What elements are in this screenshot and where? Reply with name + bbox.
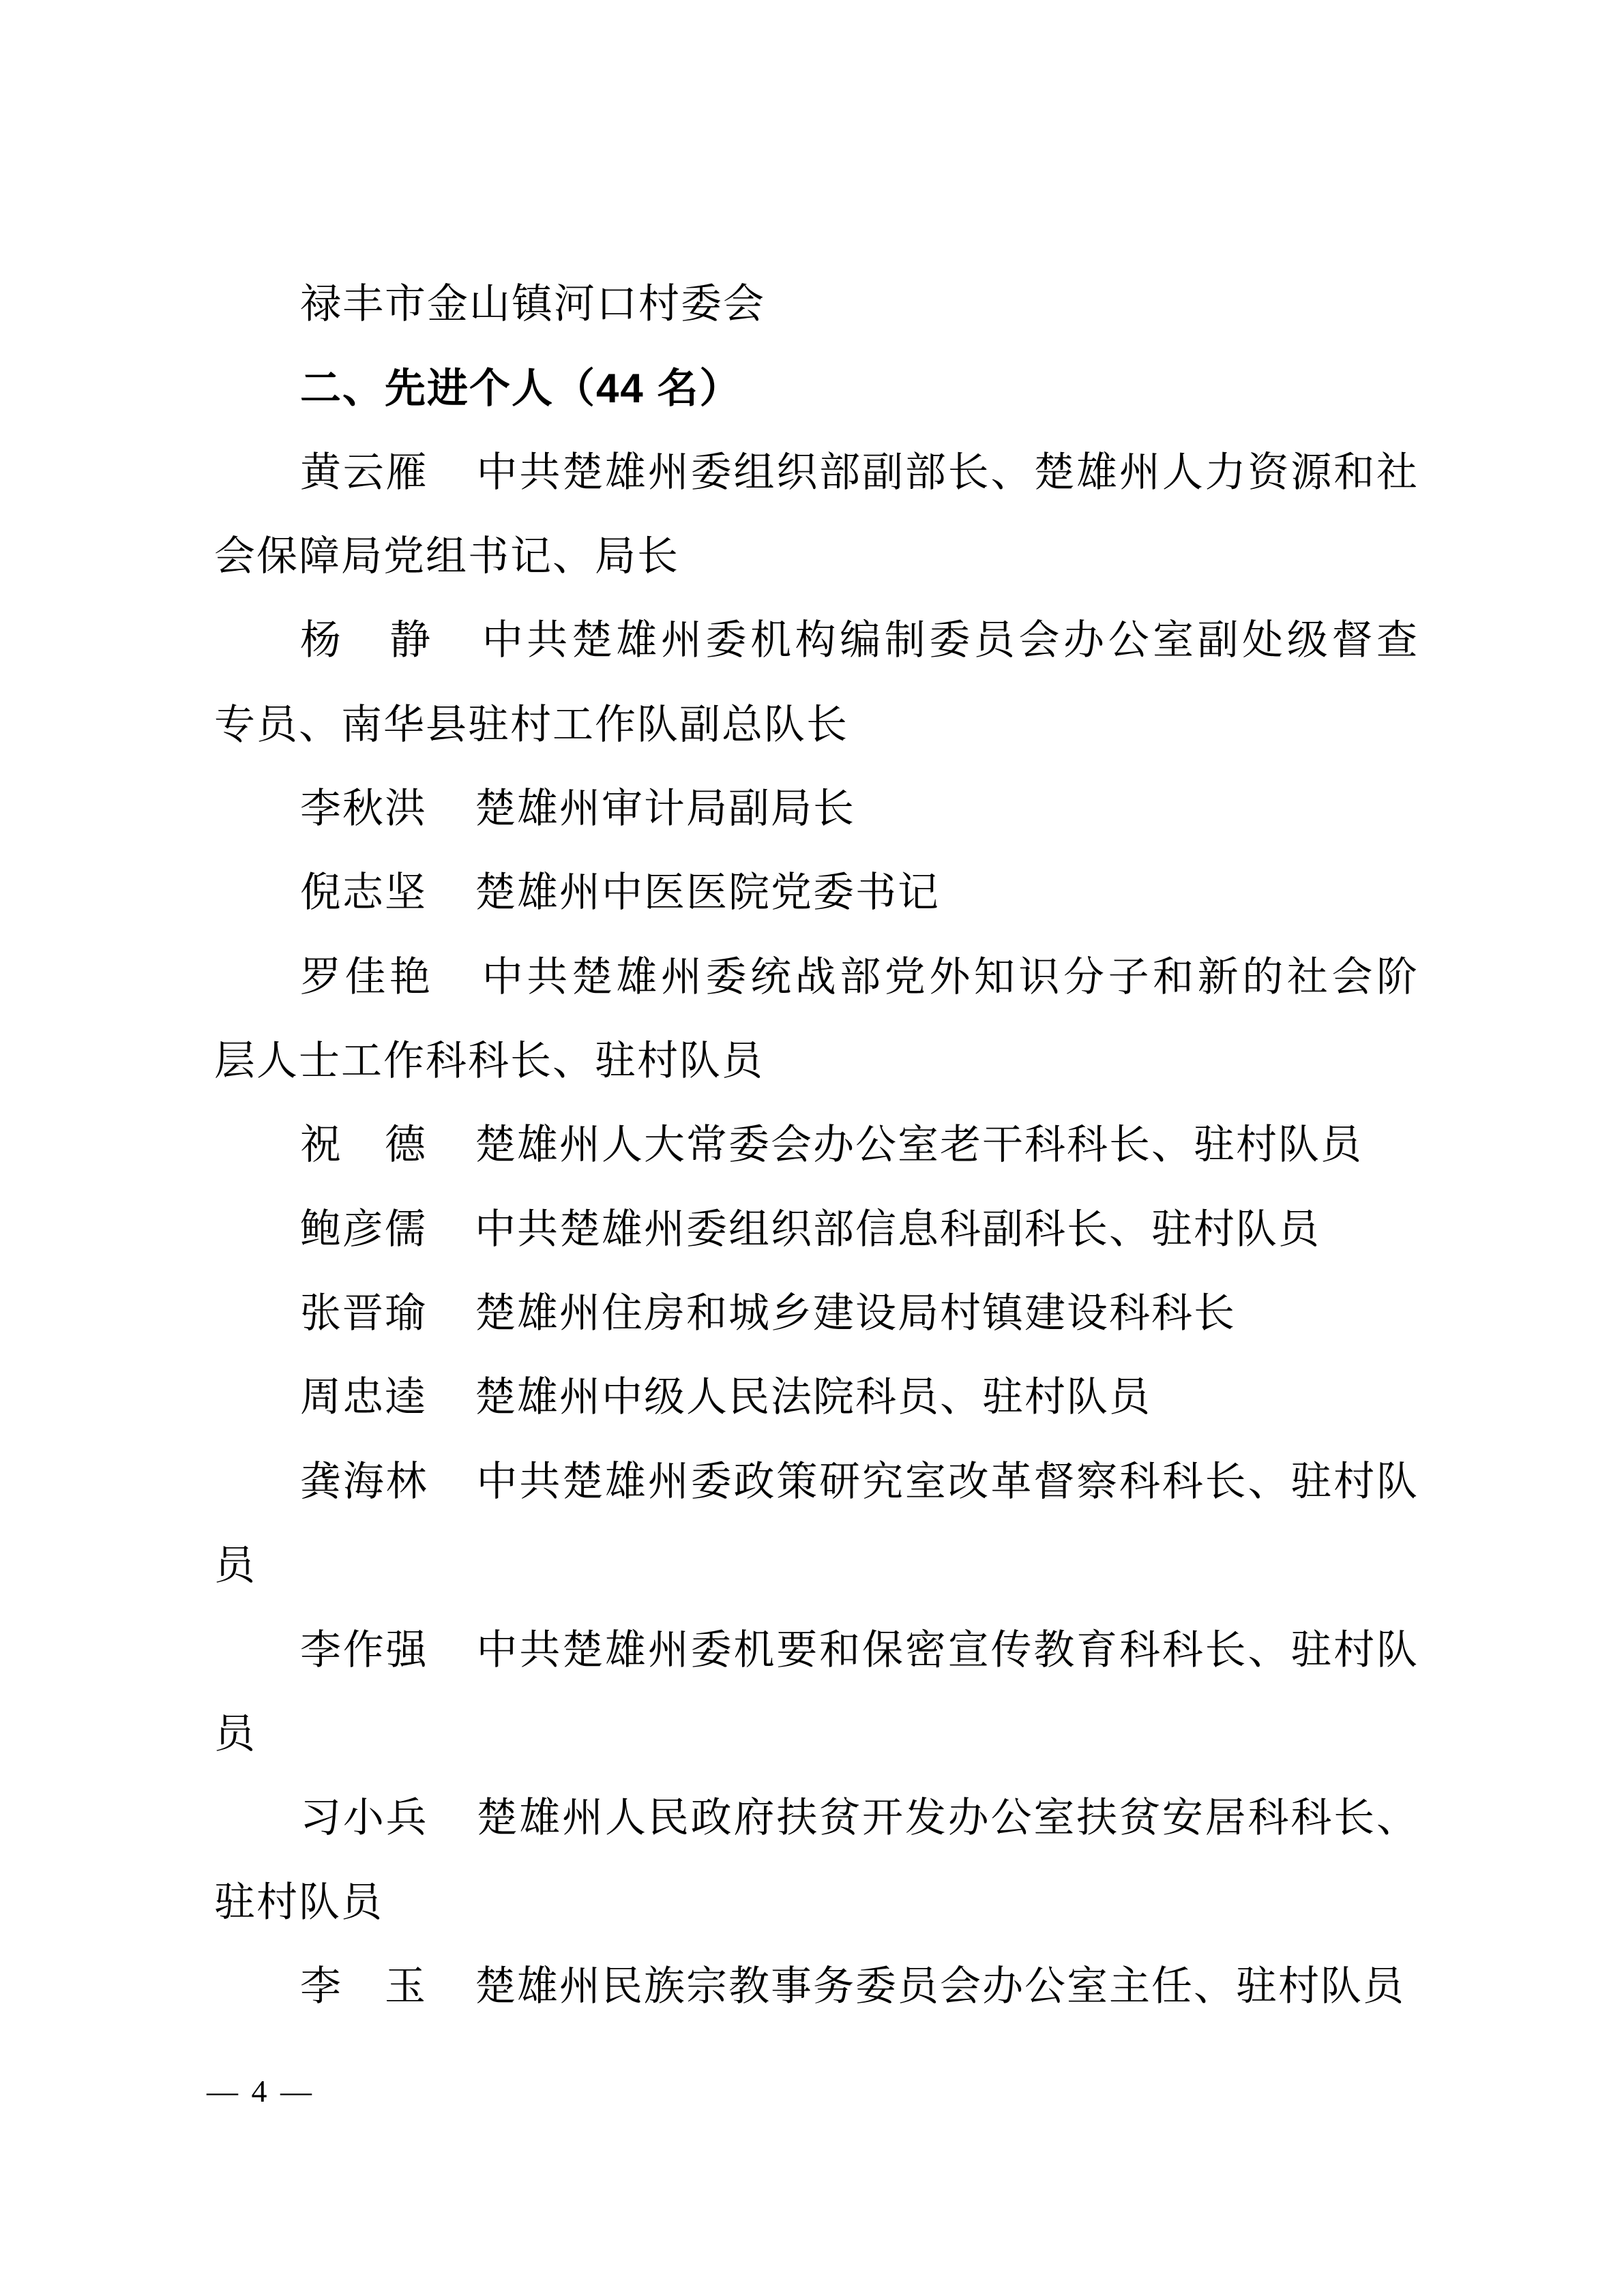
entry-row [214, 1440, 1419, 1609]
entry-line [214, 431, 1419, 515]
entry-line [214, 515, 1419, 599]
person-name: 黄云雁 [300, 449, 429, 495]
person-title-line: 中共楚雄州委组织部信息科副科长、驻村队员 [475, 1206, 1320, 1252]
entry-row [214, 1103, 1419, 1187]
entry-line [214, 1440, 1419, 1524]
entry-row [214, 851, 1419, 935]
entry-row [214, 1776, 1419, 1945]
person-name: 杨 静 [300, 618, 434, 664]
entry-line [214, 1188, 1419, 1272]
person-title-line: 驻村队员 [214, 1879, 383, 1925]
entry-row [214, 431, 1419, 599]
entry-row [214, 599, 1419, 767]
entry-line [214, 1861, 1419, 1945]
person-title-line: 中共楚雄州委机要和保密宣传教育科科长、驻村队 [476, 1627, 1419, 1673]
entry-line [214, 1609, 1419, 1693]
person-name: 祝 德 [300, 1122, 427, 1168]
person-name: 龚海林 [300, 1459, 429, 1504]
person-title-line: 楚雄州人民政府扶贫开发办公室扶贫安居科科长、 [476, 1795, 1419, 1841]
entry-line [214, 1356, 1419, 1440]
person-title-line: 员 [214, 1543, 256, 1589]
person-name: 李 玉 [300, 1963, 427, 2009]
person-name: 李秋洪 [300, 786, 427, 832]
person-name: 习小兵 [300, 1795, 429, 1841]
entry-line [214, 767, 1419, 851]
person-title-line: 楚雄州住房和城乡建设局村镇建设科科长 [475, 1291, 1236, 1337]
entry-line [214, 1019, 1419, 1103]
entry-row [214, 936, 1419, 1104]
person-title-line: 楚雄州中级人民法院科员、驻村队员 [475, 1375, 1151, 1420]
entry-line [214, 1272, 1419, 1356]
person-name: 张晋瑜 [300, 1291, 427, 1337]
person-title-line: 楚雄州审计局副局长 [475, 786, 855, 832]
entry-row [214, 1356, 1419, 1440]
person-title-line: 中共楚雄州委机构编制委员会办公室副处级督查 [482, 618, 1419, 664]
person-title-line: 层人士工作科科长、驻村队员 [214, 1039, 764, 1084]
person-title-line: 中共楚雄州委组织部副部长、楚雄州人力资源和社 [476, 449, 1419, 495]
entry-row [214, 767, 1419, 851]
entry-line [214, 1945, 1419, 2029]
person-title-line: 楚雄州人大常委会办公室老干科科长、驻村队员 [475, 1122, 1363, 1168]
entry-line [214, 1776, 1419, 1860]
section-heading: 二、先进个人（44 名） [300, 366, 742, 412]
entry-row [214, 1609, 1419, 1777]
person-title-line: 专员、南华县驻村工作队副总队长 [214, 702, 848, 747]
entry-row [214, 1945, 1419, 2029]
person-name: 周忠逵 [300, 1375, 427, 1420]
person-name: 鲍彦儒 [300, 1206, 427, 1252]
entry-line [214, 1103, 1419, 1187]
entry-line [214, 599, 1419, 683]
entry-line [214, 851, 1419, 935]
entries-list [214, 431, 1419, 2029]
person-title-line: 员 [214, 1711, 256, 1757]
person-title-line: 会保障局党组书记、局长 [214, 534, 679, 580]
entry-row [214, 1188, 1419, 1272]
person-title-line: 中共楚雄州委政策研究室改革督察科科长、驻村队 [476, 1459, 1419, 1504]
entry-row [214, 1272, 1419, 1356]
continued-list-item: 禄丰市金山镇河口村委会 [300, 282, 765, 327]
page-number: — 4 — [207, 2074, 314, 2108]
entry-line [214, 1693, 1419, 1776]
person-name: 倪志坚 [300, 870, 427, 916]
entry-line [214, 936, 1419, 1019]
person-title-line: 楚雄州中医医院党委书记 [475, 870, 940, 916]
person-title-line: 中共楚雄州委统战部党外知识分子和新的社会阶 [482, 954, 1419, 1000]
entry-line [214, 683, 1419, 767]
person-name: 罗佳艳 [300, 954, 434, 1000]
entry-line [214, 1524, 1419, 1608]
document-body [214, 263, 1419, 2029]
person-name: 李作强 [300, 1627, 429, 1673]
person-title-line: 楚雄州民族宗教事务委员会办公室主任、驻村队员 [475, 1963, 1405, 2009]
